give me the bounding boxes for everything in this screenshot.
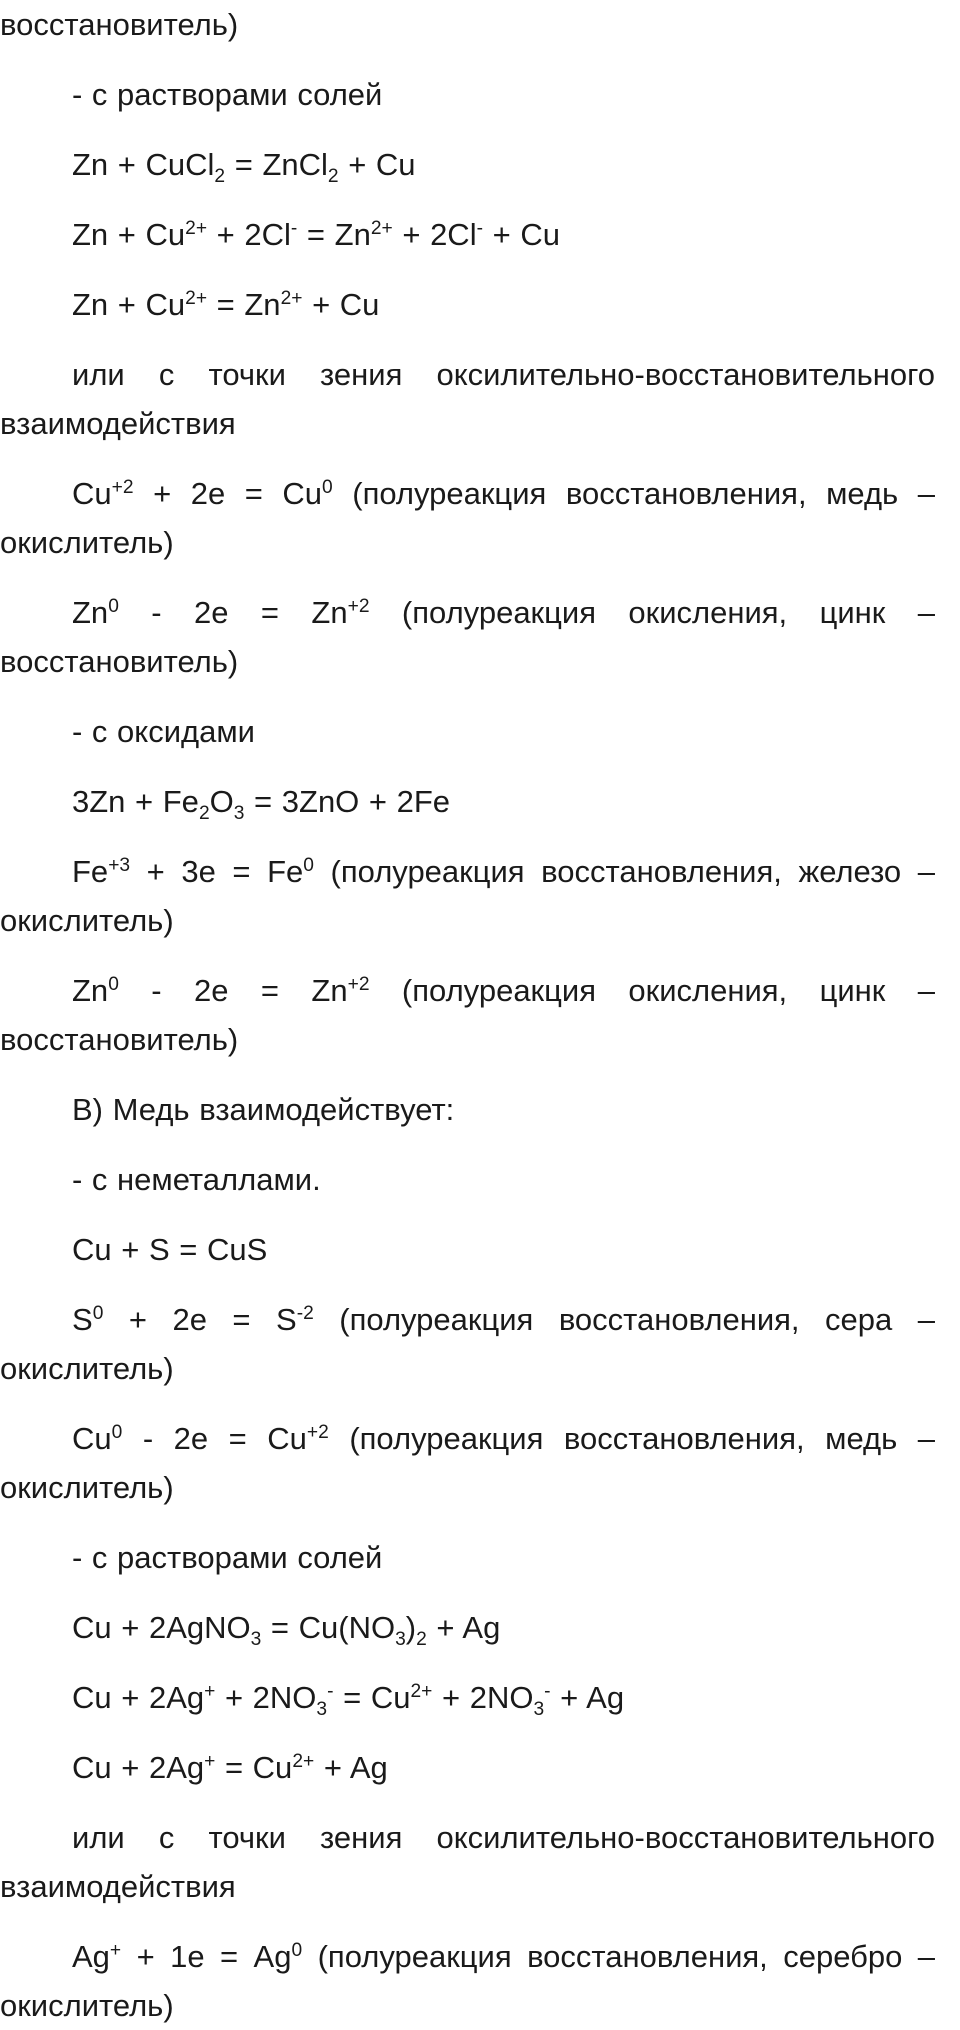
- text-run: + Ag: [426, 1610, 501, 1645]
- text-run: = Cu: [215, 1750, 293, 1785]
- text-run: (полуреакция восстановления, сера – окислитель): [0, 1302, 935, 1386]
- text-run: - 2е = Zn: [118, 595, 348, 630]
- superscript: 0: [108, 595, 119, 617]
- superscript: 0: [92, 1302, 104, 1324]
- text-run: + 3е = Fe: [130, 854, 304, 889]
- text-run: - с неметаллами.: [72, 1162, 321, 1197]
- superscript: +2: [347, 595, 370, 617]
- text-run: + 2NO: [215, 1680, 317, 1715]
- text-run: (полуреакция восстановления, серебро – окислитель): [0, 1939, 936, 2023]
- superscript: 2+: [370, 217, 393, 239]
- text-paragraph: [0, 0, 935, 49]
- text-run: + 2е = S: [103, 1302, 297, 1337]
- text-paragraph: [0, 1414, 935, 1512]
- text-paragraph: [0, 1932, 935, 2030]
- formula-line: [0, 210, 935, 259]
- superscript: 0: [303, 854, 314, 876]
- text-run: или с точки зения оксилительно-восстановительного взаимодействия: [0, 1820, 935, 1904]
- subscript: 3: [395, 1629, 406, 1651]
- text-paragraph: [0, 350, 935, 448]
- superscript: 2+: [185, 287, 208, 309]
- text-run: + Cu: [302, 287, 380, 322]
- text-run: O: [209, 784, 234, 819]
- text-run: Cu + 2Ag: [72, 1680, 205, 1715]
- formula-line: [0, 1673, 935, 1722]
- superscript: 0: [111, 1421, 123, 1443]
- subscript: 3: [233, 803, 245, 825]
- text-run: Cu + 2AgNO: [72, 1610, 251, 1645]
- superscript: +2: [347, 973, 370, 995]
- text-run: S: [72, 1302, 93, 1337]
- text-run: (полуреакция окисления, цинк – восстановитель): [0, 973, 935, 1057]
- text-run: Fe: [72, 854, 109, 889]
- text-run: + 2е = Cu: [133, 476, 323, 511]
- text-run: (полуреакция восстановления, медь – окислитель): [0, 476, 935, 560]
- text-run: Zn: [72, 973, 109, 1008]
- text-run: = Cu(NO: [261, 1610, 396, 1645]
- text-paragraph: [0, 847, 935, 945]
- text-run: В) Медь взаимодействует:: [72, 1092, 455, 1127]
- section-heading: [0, 1155, 935, 1204]
- text-run: + 2Cl: [392, 217, 477, 252]
- text-run: - 2е = Zn: [118, 973, 348, 1008]
- text-run: (полуреакция окисления, цинк – восстановитель): [0, 595, 935, 679]
- text-run: = Cu: [333, 1680, 411, 1715]
- subscript: 2: [416, 1629, 427, 1651]
- text-paragraph: [0, 469, 935, 567]
- superscript: +: [109, 1939, 122, 1961]
- text-run: + 2NO: [432, 1680, 534, 1715]
- text-run: (полуреакция восстановления, железо – окислитель): [0, 854, 935, 938]
- superscript: -: [476, 217, 483, 239]
- text-run: - с растворами солей: [72, 1540, 383, 1575]
- text-run: + 2Cl: [207, 217, 291, 252]
- text-run: 3Zn + Fe: [72, 784, 199, 819]
- superscript: -2: [296, 1302, 314, 1324]
- text-run: или с точки зения оксилительно-восстановительного взаимодействия: [0, 357, 935, 441]
- text-run: (полуреакция восстановления, медь – окислитель): [0, 1421, 935, 1505]
- subscript: 2: [198, 803, 210, 825]
- superscript: 0: [291, 1939, 303, 1961]
- superscript: 2+: [185, 217, 208, 239]
- text-paragraph: [0, 1295, 935, 1393]
- superscript: 2+: [410, 1680, 433, 1702]
- text-run: Zn: [72, 595, 109, 630]
- superscript: +2: [306, 1421, 329, 1443]
- text-run: = Zn: [297, 217, 371, 252]
- superscript: -: [544, 1680, 551, 1702]
- section-heading: [0, 1085, 935, 1134]
- text-run: Zn + Cu: [72, 287, 186, 322]
- text-run: Cu: [72, 476, 112, 511]
- text-paragraph: [0, 588, 935, 686]
- formula-line: [0, 280, 935, 329]
- superscript: 2+: [292, 1750, 315, 1772]
- text-run: + Ag: [314, 1750, 388, 1785]
- text-run: восстановитель): [0, 7, 239, 42]
- text-run: Cu: [72, 1421, 112, 1456]
- superscript: +2: [111, 476, 134, 498]
- text-run: = ZnCl: [225, 147, 328, 182]
- section-heading: [0, 707, 935, 756]
- superscript: +3: [108, 854, 131, 876]
- formula-line: [0, 140, 935, 189]
- subscript: 3: [250, 1629, 262, 1651]
- superscript: -: [327, 1680, 334, 1702]
- text-run: Cu + S = CuS: [72, 1232, 268, 1267]
- text-run: - 2е = Cu: [122, 1421, 307, 1456]
- superscript: -: [290, 217, 298, 239]
- subscript: 2: [214, 166, 226, 188]
- superscript: 2+: [280, 287, 303, 309]
- formula-line: [0, 1225, 935, 1274]
- text-run: + Cu: [483, 217, 560, 252]
- superscript: +: [204, 1680, 216, 1702]
- subscript: 2: [327, 166, 339, 188]
- text-run: - с растворами солей: [72, 77, 383, 112]
- formula-line: [0, 777, 935, 826]
- text-run: Zn + Cu: [72, 217, 186, 252]
- text-paragraph: [0, 1813, 935, 1911]
- text-run: = 3ZnO + 2Fe: [244, 784, 451, 819]
- superscript: 0: [322, 476, 333, 498]
- text-run: ): [405, 1610, 417, 1645]
- section-heading: [0, 70, 935, 119]
- formula-line: [0, 1743, 935, 1792]
- text-run: = Zn: [207, 287, 281, 322]
- text-run: Cu + 2Ag: [72, 1750, 205, 1785]
- text-run: + Cu: [338, 147, 416, 182]
- formula-line: [0, 1603, 935, 1652]
- text-run: - с оксидами: [72, 714, 255, 749]
- text-run: + Ag: [550, 1680, 625, 1715]
- subscript: 3: [533, 1699, 545, 1721]
- subscript: 3: [316, 1699, 328, 1721]
- superscript: 0: [108, 973, 119, 995]
- text-paragraph: [0, 966, 935, 1064]
- text-run: + 1е = Ag: [121, 1939, 292, 1974]
- text-run: Zn + CuCl: [72, 147, 215, 182]
- superscript: +: [204, 1750, 216, 1772]
- text-run: Ag: [72, 1939, 110, 1974]
- section-heading: [0, 1533, 935, 1582]
